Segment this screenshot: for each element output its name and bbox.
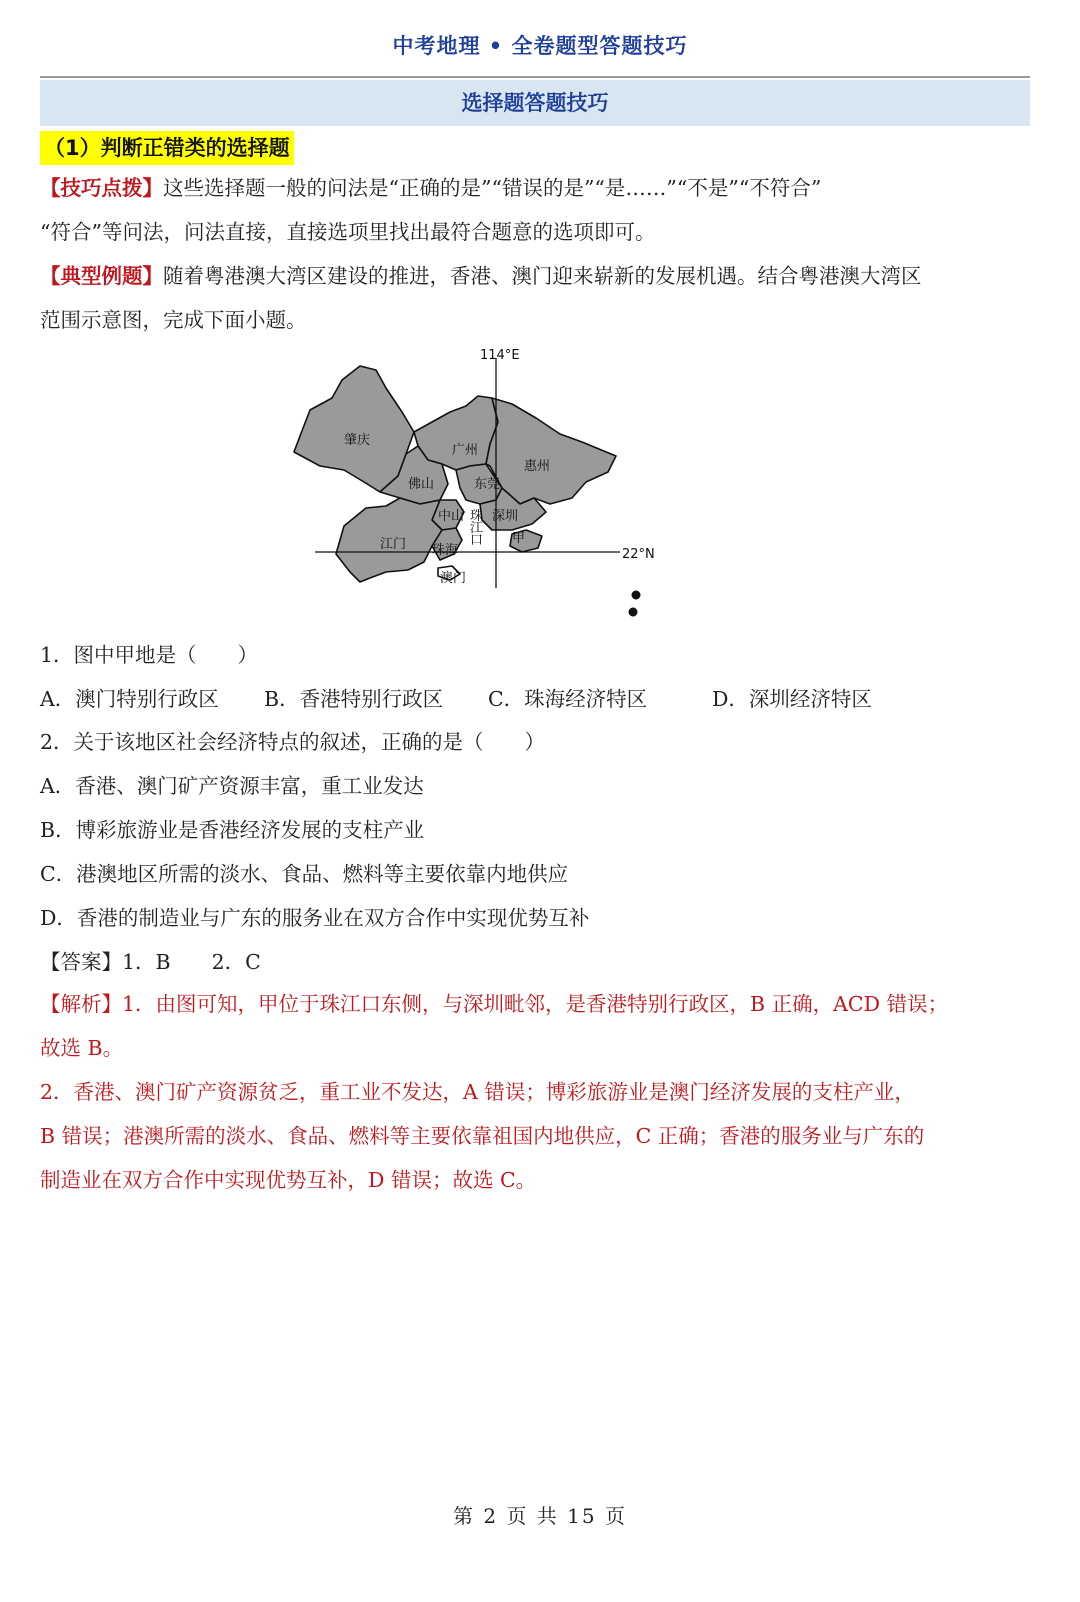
example-tag: 【典型例题】 bbox=[40, 264, 163, 288]
place-label: 中山 bbox=[438, 509, 465, 524]
zhaoqing-region bbox=[294, 366, 414, 492]
question-2-stem: 2．关于该地区社会经济特点的叙述，正确的是（ ） bbox=[40, 730, 546, 754]
tip-paragraph bbox=[40, 166, 1032, 254]
longitude-label: 114°E bbox=[480, 348, 520, 363]
analysis-line-5: 制造业在双方合作中实现优势互补，D 错误；故选 C。 bbox=[40, 1168, 537, 1192]
place-label: 甲 bbox=[512, 531, 526, 546]
question-type-heading: （1）判断正错类的选择题 bbox=[40, 131, 294, 165]
q1-option-d[interactable]: D．深圳经济特区 bbox=[712, 687, 872, 711]
place-label: 江门 bbox=[380, 537, 407, 552]
place-label: 澳门 bbox=[440, 571, 467, 586]
document-header-title: 中考地理 • 全卷题型答题技巧 bbox=[392, 34, 688, 58]
place-label: 深圳 bbox=[492, 509, 519, 524]
section-title-banner: 选择题答题技巧 bbox=[40, 80, 1030, 126]
analysis-line-1: 1．由图可知，甲位于珠江口东侧，与深圳毗邻，是香港特别行政区，B 正确，ACD 错误； bbox=[122, 992, 949, 1016]
example-line-2: 范围示意图，完成下面小题。 bbox=[40, 308, 307, 332]
page-number-footer: 第 2 页 共 15 页 bbox=[453, 1504, 627, 1528]
analysis-tag: 【解析】 bbox=[40, 992, 122, 1016]
answer-line bbox=[40, 947, 261, 977]
tip-line-1: 这些选择题一般的问法是“正确的是”“错误的是”“是……”“不是”“不符合” bbox=[163, 176, 822, 200]
place-label: 佛山 bbox=[408, 477, 435, 492]
greater-bay-area-map bbox=[280, 340, 680, 630]
header-divider bbox=[40, 76, 1030, 78]
example-line-1: 随着粤港澳大湾区建设的推进，香港、澳门迎来崭新的发展机遇。结合粤港澳大湾区 bbox=[163, 264, 922, 288]
analysis-line-2: 故选 B。 bbox=[40, 1036, 124, 1060]
place-label: 江 bbox=[470, 521, 484, 536]
place-label: 广州 bbox=[452, 443, 479, 458]
q2-option-d[interactable]: D．香港的制造业与广东的服务业在双方合作中实现优势互补 bbox=[40, 906, 590, 930]
q1-option-c[interactable]: C．珠海经济特区 bbox=[488, 687, 648, 711]
place-label: 惠州 bbox=[524, 459, 551, 474]
huizhou-region bbox=[486, 398, 616, 504]
place-label: 东莞 bbox=[474, 477, 501, 492]
q2-option-c[interactable]: C．港澳地区所需的淡水、食品、燃料等主要依靠内地供应 bbox=[40, 862, 569, 886]
place-label: 口 bbox=[470, 533, 484, 548]
analysis-paragraph bbox=[40, 982, 1032, 1202]
q2-option-a[interactable]: A．香港、澳门矿产资源丰富，重工业发达 bbox=[40, 774, 424, 798]
answer-tag: 【答案】 bbox=[40, 950, 122, 974]
tip-tag: 【技巧点拨】 bbox=[40, 176, 163, 200]
place-label: 肇庆 bbox=[344, 433, 371, 448]
q2-option-b[interactable]: B．博彩旅游业是香港经济发展的支柱产业 bbox=[40, 818, 425, 842]
place-label: 珠 bbox=[470, 509, 484, 524]
q1-option-a[interactable]: A．澳门特别行政区 bbox=[40, 687, 219, 711]
tip-line-2: “符合”等问法，问法直接，直接选项里找出最符合题意的选项即可。 bbox=[40, 220, 656, 244]
analysis-line-4: B 错误；港澳所需的淡水、食品、燃料等主要依靠祖国内地供应，C 正确；香港的服务业与广东的 bbox=[40, 1124, 925, 1148]
example-paragraph bbox=[40, 254, 1032, 342]
place-label: 珠海 bbox=[432, 543, 459, 558]
answer-text: 1．B 2．C bbox=[122, 950, 261, 974]
q1-option-b[interactable]: B．香港特别行政区 bbox=[264, 687, 444, 711]
map-dot bbox=[629, 608, 638, 617]
question-1-options bbox=[40, 684, 872, 714]
analysis-line-3: 2．香港、澳门矿产资源贫乏，重工业不发达，A 错误；博彩旅游业是澳门经济发展的支柱产业， bbox=[40, 1080, 915, 1104]
map-dot bbox=[632, 591, 641, 600]
question-1-stem: 1．图中甲地是（ ） bbox=[40, 643, 259, 667]
latitude-label: 22°N bbox=[622, 547, 655, 562]
